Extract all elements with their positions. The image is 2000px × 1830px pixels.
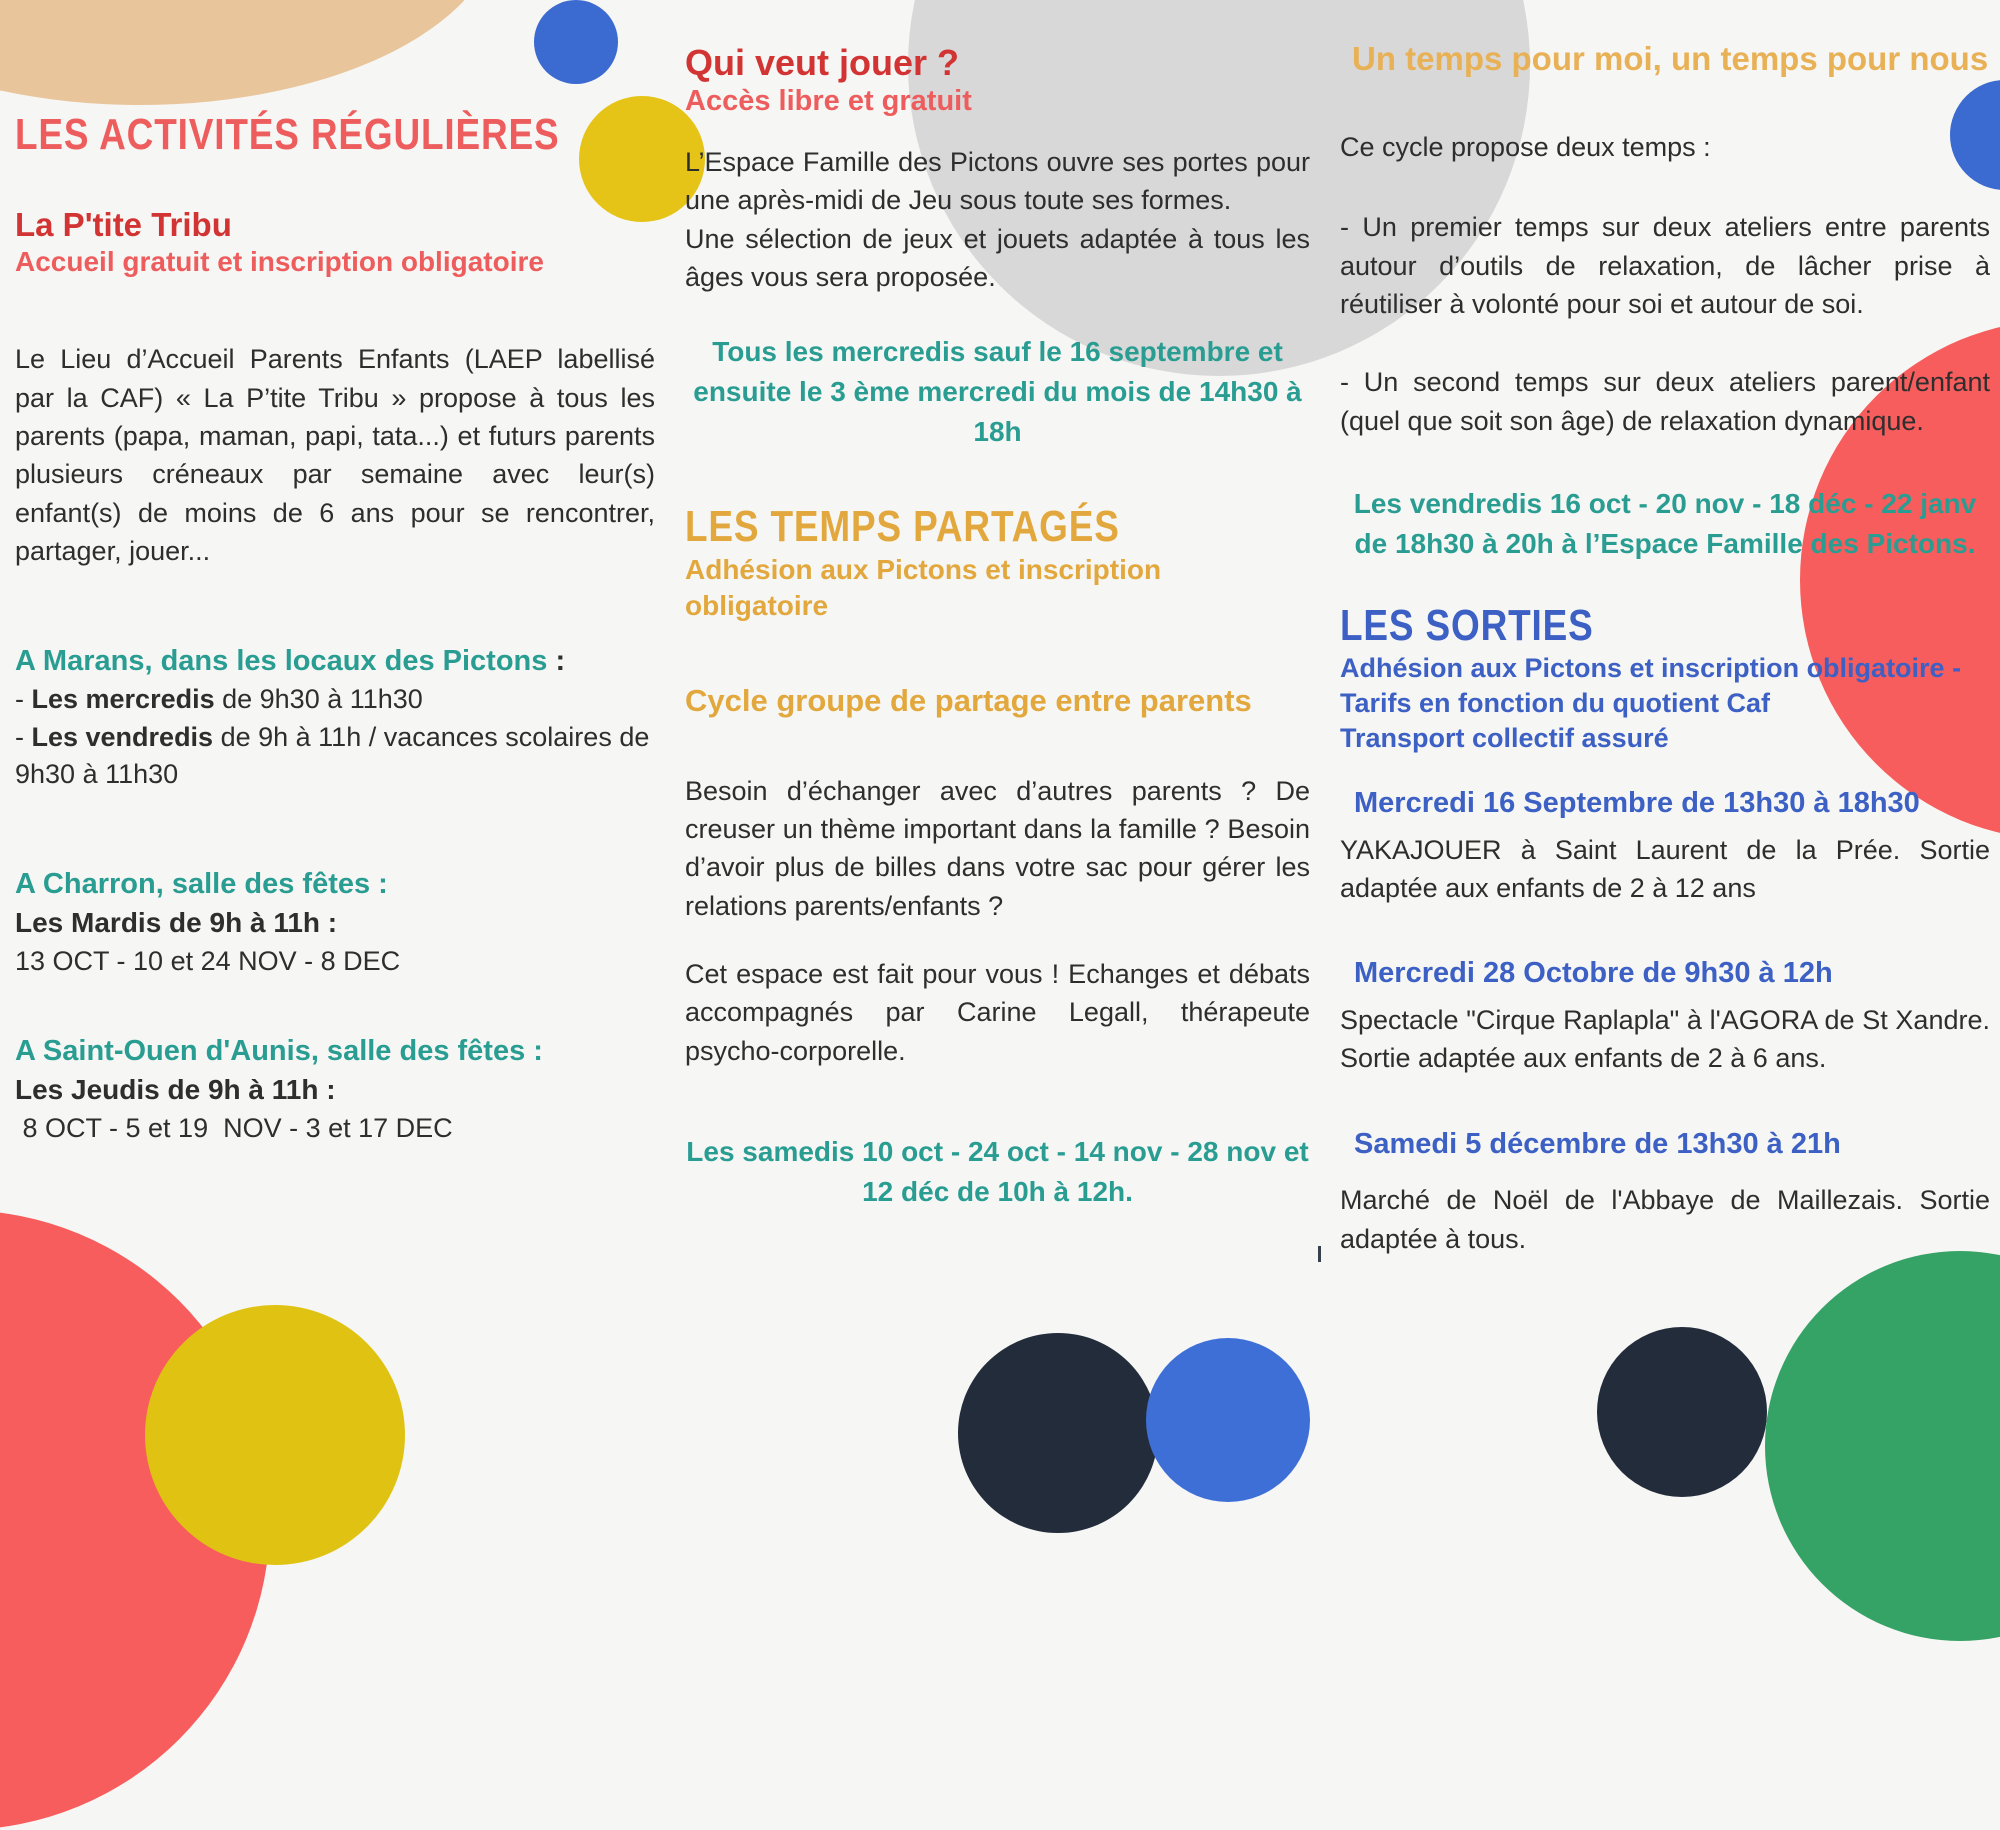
- paragraph-ce-cycle: Ce cycle propose deux temps :: [1340, 131, 1711, 162]
- yellow-circle-bottom-left: [145, 1305, 405, 1565]
- blue-circle-bottom-center: [1146, 1338, 1310, 1502]
- dates-saint-ouen: 8 OCT - 5 et 19 NOV - 3 et 17 DEC: [15, 1112, 453, 1143]
- heading-saint-ouen: A Saint-Ouen d'Aunis, salle des fêtes :: [15, 1035, 543, 1068]
- event-date: Mercredi 28 Octobre de 9h30 à 12h: [1354, 957, 1833, 990]
- event-yakajouer: [1340, 785, 1990, 907]
- day-bold: Les mercredis: [31, 684, 215, 715]
- event-date: Mercredi 16 Septembre de 13h30 à 18h30: [1354, 787, 1920, 820]
- time-text: de 9h à 11h / vacances scolaires de 9h30 à 11h30: [15, 721, 650, 789]
- event-marche-noel: [1340, 1126, 1990, 1258]
- heading-ptite-tribu: La P'tite Tribu: [15, 206, 232, 243]
- paragraph-cet-espace: Cet espace est fait pour vous ! Echanges et débats accompagnés par Carine Legall, thérapeute psycho-corporelle.: [685, 958, 1310, 1066]
- event-description: YAKAJOUER à Saint Laurent de la Prée. Sortie adaptée aux enfants de 2 à 12 ans: [1340, 834, 1990, 904]
- section-charron: [15, 865, 655, 980]
- schedule-samedis-cycle: Les samedis 10 oct - 24 oct - 14 nov - 28 nov et 12 déc de 10h à 12h.: [686, 1135, 1309, 1207]
- subheading-acces-libre: Accès libre et gratuit: [685, 85, 972, 118]
- subheading-adhesion-pictons: Adhésion aux Pictons et inscription obligatoire: [685, 553, 1162, 622]
- schedule-line-jeudis: Les Jeudis de 9h à 11h :: [15, 1074, 336, 1106]
- panel-sorties: [1340, 40, 1990, 1258]
- event-description: Spectacle "Cirque Raplapla" à l'AGORA de St Xandre. Sortie adaptée aux enfants de 2 à 6 ans.: [1340, 1005, 1990, 1074]
- event-date: Samedi 5 décembre de 13h30 à 21h: [1354, 1127, 1841, 1160]
- schedule-vendredis-cycle: Les vendredis 16 oct - 20 nov - 18 déc - 22 janv de 18h30 à 20h à l’Espace Famille des Pictons.: [1353, 487, 1977, 559]
- heading-charron: A Charron, salle des fêtes :: [15, 868, 388, 901]
- schedule-line-mercredis: [15, 681, 655, 718]
- schedule-mercredis-jeu: Tous les mercredis sauf le 16 septembre et ensuite le 3 ème mercredi du mois de 14h30 à 18h: [693, 336, 1302, 447]
- paragraph-premier-temps: - Un premier temps sur deux ateliers entre parents autour d’outils de relaxation, de lâcher prise à réutiliser à volonté pour soi et autour de soi.: [1340, 212, 1990, 319]
- schedule-line-vendredis: [15, 719, 655, 794]
- navy-circle-bottom-right: [1597, 1327, 1767, 1497]
- panel-title-temps-partages: LES TEMPS PARTAGÉS: [685, 501, 1120, 551]
- heading-un-temps-pour-moi: Un temps pour moi, un temps pour nous: [1352, 40, 1989, 77]
- time-text: de 9h30 à 11h30: [214, 684, 423, 715]
- sorties-condition-tarifs: Tarifs en fonction du quotient Caf: [1340, 687, 1770, 718]
- green-circle-bottom-right: [1765, 1251, 2000, 1641]
- paragraph-besoin-echanger: Besoin d’échanger avec d’autres parents ? De creuser un thème important dans la famille ? Besoin d’avoir plus de billes dans votre sac pour gérer les relations parents/enfants ?: [685, 775, 1310, 921]
- tan-circle-top-left: [0, 0, 500, 105]
- sorties-condition-adhesion: Adhésion aux Pictons et inscription obligatoire -: [1340, 653, 1962, 684]
- subheading-sorties-conditions: [1340, 651, 1990, 755]
- panel-activites-regulieres: [15, 110, 655, 1147]
- section-marans: [15, 642, 655, 793]
- paragraph-selection-jeux: Une sélection de jeux et jouets adaptée à tous les âges vous sera proposée.: [685, 223, 1310, 293]
- heading-marans-colon: :: [547, 645, 566, 678]
- panel-temps-partages: [685, 42, 1310, 1211]
- heading-marans: [15, 642, 655, 681]
- fold-mark: [1318, 1246, 1321, 1262]
- section-saint-ouen: [15, 1032, 655, 1147]
- heading-marans-text: A Marans, dans les locaux des Pictons: [15, 645, 548, 678]
- sorties-condition-transport: Transport collectif assuré: [1340, 722, 1669, 753]
- subheading-accueil-gratuit: Accueil gratuit et inscription obligatoire: [15, 245, 544, 277]
- dash: -: [15, 721, 32, 752]
- schedule-line-mardis: Les Mardis de 9h à 11h :: [15, 907, 338, 939]
- paragraph-espace-famille: L’Espace Famille des Pictons ouvre ses portes pour une après-midi de Jeu sous toute ses formes.: [685, 147, 1310, 216]
- panel-title-sorties: LES SORTIES: [1340, 601, 1594, 651]
- event-cirque-raplapla: [1340, 955, 1990, 1077]
- heading-qui-veut-jouer: Qui veut jouer ?: [685, 42, 960, 83]
- navy-circle-bottom-center: [958, 1333, 1158, 1533]
- dash: -: [15, 684, 32, 715]
- blue-circle-top: [534, 0, 618, 84]
- dates-charron: 13 OCT - 10 et 24 NOV - 8 DEC: [15, 945, 401, 976]
- day-bold: Les vendredis: [31, 721, 214, 752]
- event-description: Marché de Noël de l'Abbaye de Maillezais. Sortie adaptée à tous.: [1340, 1185, 1990, 1254]
- heading-cycle-groupe: Cycle groupe de partage entre parents: [685, 683, 1252, 719]
- panel-title-activites: LES ACTIVITÉS RÉGULIÈRES: [15, 110, 560, 159]
- paragraph-second-temps: - Un second temps sur deux ateliers parent/enfant (quel que soit son âge) de relaxation dynamique.: [1340, 367, 1990, 436]
- paragraph-laep-intro: Le Lieu d’Accueil Parents Enfants (LAEP labellisé par la CAF) « La P’tite Tribu » propose à tous les parents (papa, maman, papi, tata...) et futurs parents plusieurs créneaux par semaine avec leur(s) enfant(s) de moins de 6 ans pour se rencontrer, partager, jouer...: [15, 344, 655, 566]
